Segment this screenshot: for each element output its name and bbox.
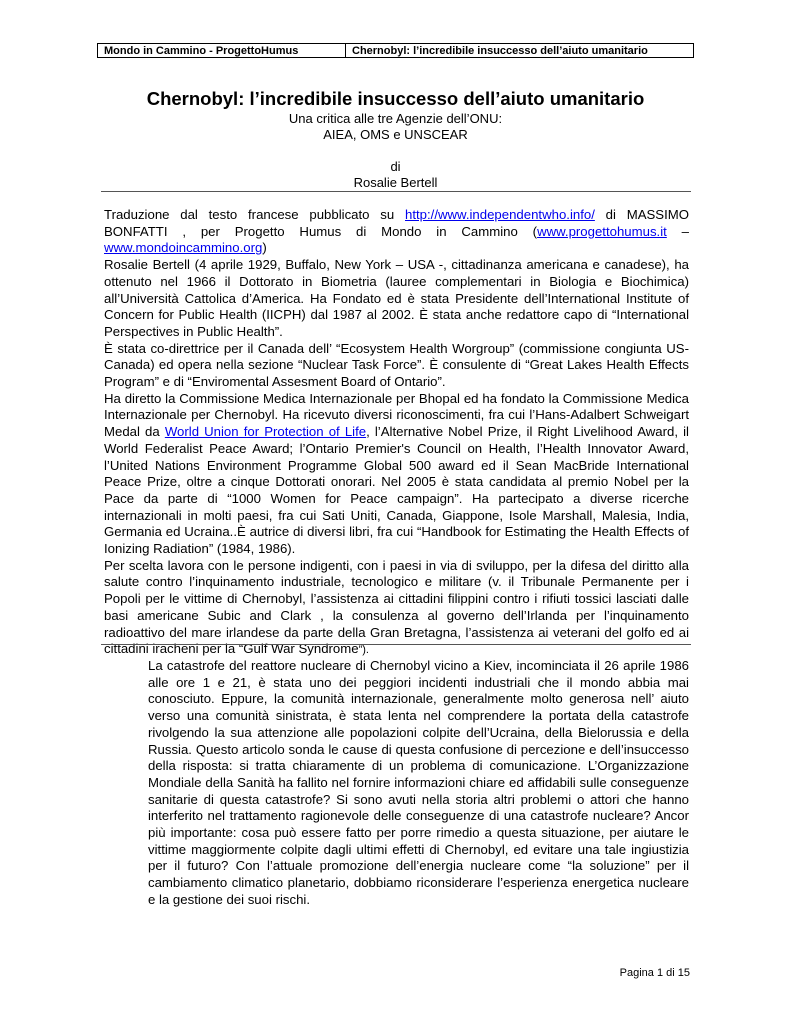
- world-union-link[interactable]: World Union for Protection of Life: [164, 424, 367, 440]
- document-title: Chernobyl: l’incredibile insuccesso dell’aiuto umanitario: [146, 88, 645, 109]
- body-paragraph: La catastrofe del reattore nucleare di Chernobyl vicino a Kiev, incominciata il 26 aprile 1986 alle ore 1 e 21, è stata uno dei peggiori incidenti industriali che il mondo abbia mai conosciuto. Eppure, la comunità internazionale, generalmente molto generosa nell’ aiuto verso una comunità sinistrata, è stata lenta nel comprendere la portata della catastrofe rivolgendo la sua attenzione alle popolazioni colpite dell’Ucraina, della Bielorussia e della Russia. Questo articolo sonda le cause di questa confusione di percezione e dell’insuccesso della risposta: si tratta chiaramente di un problema di comunicazione. L’Organizzazione Mondiale della Sanità ha fallito nel fornire informazioni chiare ed affidabili sulle conseguenze sanitarie di questa catastrofe? Si sono avuti nella storia altri problemi o attori che hanno interferito nel trattamento ragionevole delle conseguenze di una catastrofe nucleare? Ancor più importante: cosa può essere fatto per porre rimedio a questa situazione, per aiutare le vittime maggiormente colpite dagli ultimi effetti di Chernobyl, ed evitare una tale ingiustizia per il futuro? Con l’attuale promozione dell’energia nucleare come “la soluzione” per il cambiamento climatico planetario, dobbiamo riconsiderare l’esperienza energetica nucleare e la gestione dei suoi rischi.: [148, 658, 689, 907]
- bio-paragraph-3: Ha diretto la Commissione Medica Internazionale per Bhopal ed ha fondato la Commissione Medica Internazionale per Chernobyl. Ha ricevuto diversi riconoscimenti, fra cui l’Hans-Adalbert Schweigart Medal da World Union for Protection of Life, l’Alternative Nobel Prize, il Right Livelihood Award, il World Federalist Peace Award; l’Ontario Premier's Council on Health, l’Health Innovator Award, l’United Nations Environment Programme Global 500 award ed il Sean MacBride International Peace Prize, oltre a cinque Dottorati onorari. Nel 2005 è stata candidata al premio Nobel per la Pace da parte di “1000 Women for Peace campaign”. Ha partecipato a diverse ricerche internazionali in molti paesi, fra cui Sati Uniti, Canada, Giappone, Isole Marshall, Malesia, India, Germania ed Ucraina..È autrice di diversi libri, fra cui “Handbook for Estimating the Health Effects of Ionizing Radiation” (1984, 1986).: [104, 390, 689, 557]
- independentwho-link[interactable]: http://www.independentwho.info/: [405, 207, 595, 222]
- page-number: Pagina 1 di 15: [619, 967, 690, 979]
- intro-divider: [101, 644, 691, 645]
- header-left: Mondo in Cammino - ProgettoHumus: [98, 44, 346, 57]
- subtitle-line-2: AIEA, OMS e UNSCEAR: [323, 127, 468, 142]
- bio-paragraph-4: Per scelta lavora con le persone indigenti, con i paesi in via di sviluppo, per la difesa del diritto alla salute contro l’inquinamento industriale, tecnologico e militare (v. il Tribunale Permanente per i Popoli per le vittime di Chernobyl, l’assistenza ai cittadini filippini contro i rifiuti tossici lasciati dalle basi americane Subic and Clark , la consulenza al governo dell’Irlanda per l’inquinamento radioattivo del mare irlandese da parte della Gran Bretagna, l’assistenza ai veterani del golfo ed ai cittadini iracheni per la “Gulf War Syndrome”).: [104, 557, 689, 657]
- progettohumus-link[interactable]: www.progettohumus.it: [537, 223, 667, 239]
- intro-section: [104, 207, 689, 659]
- translation-note: Traduzione dal testo francese pubblicato su http://www.independentwho.info/ di MASSIMO BONFATTI , per Progetto Humus di Mondo in Cammino (www.progettohumus.it – www.mondoincammino.org): [104, 207, 689, 256]
- mondoincammino-link[interactable]: www.mondoincammino.org: [104, 240, 263, 256]
- header-right: Chernobyl: l’incredibile insuccesso dell’aiuto umanitario: [352, 45, 648, 57]
- byline-di: di: [390, 159, 401, 174]
- bio-paragraph-2: È stata co-direttrice per il Canada dell’ “Ecosystem Health Worgroup” (commissione congiunta US-Canada) ed opera nella sezione “Nuclear Task Force”. È consulente di “Great Lakes Health Effects Program” e di “Enviromental Assesment Board of Ontario”.: [104, 340, 689, 390]
- byline-author: Rosalie Bertell: [353, 175, 438, 190]
- title-divider: [101, 191, 691, 192]
- bio-paragraph-1: Rosalie Bertell (4 aprile 1929, Buffalo, New York – USA -, cittadinanza americana e canadese), ha ottenuto nel 1966 il Dottorato in Biometria (lauree complementari in Biologia e Biochimica) all’Università Cattolica d’America. Ha Fondato ed è stata Presidente dell’International Institute of Concern for Public Health (IICPH) dal 1987 al 2002. È stata anche redattore capo di “International Perspectives in Public Health”.: [104, 257, 689, 339]
- subtitle-line-1: Una critica alle tre Agenzie dell’ONU:: [288, 111, 503, 126]
- running-header: [97, 43, 694, 58]
